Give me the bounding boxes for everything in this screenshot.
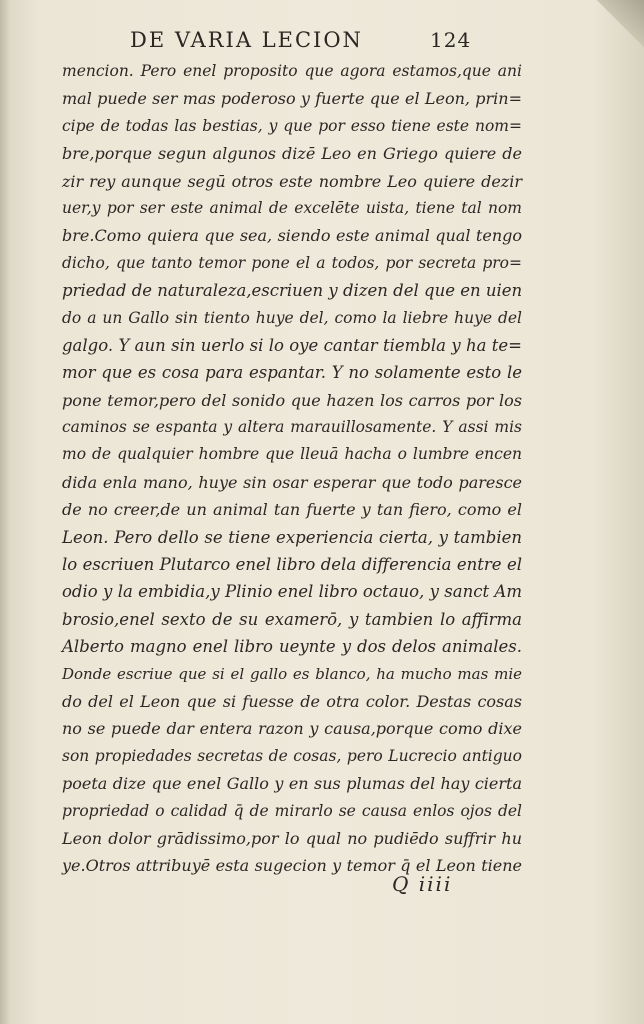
page-gutter-shadow [0, 0, 10, 1024]
text-line: Leon dolor grādissimo,por lo qual no pudiēdo suffrir hu [62, 828, 522, 848]
text-line: no se puede dar entera razon y causa,porque como dixe [62, 719, 522, 739]
text-line: galgo. Y aun sin uerlo si lo oye cantar tiembla y ha te= [62, 335, 522, 355]
text-line: son propiedades secretas de cosas, pero Lucrecio antiguo [62, 746, 522, 765]
text-line: do del el Leon que si fuesse de otra color. Destas cosas [62, 691, 522, 711]
text-line: de no creer,de un animal tan fuerte y tan fiero, como el [62, 500, 522, 520]
text-line: bre.Como quiera que sea, siendo este animal qual tengo [62, 226, 522, 246]
text-line: bre,porque segun algunos dizē Leo en Griego quiere de [62, 144, 522, 164]
running-head [130, 28, 530, 58]
text-line: dicho, que tanto temor pone el a todos, por secreta pro= [62, 253, 522, 272]
text-line: propriedad o calidad q̄ de mirarlo se causa enlos ojos del [62, 801, 522, 820]
page-corner-fold [592, 0, 644, 52]
text-line: dida enla mano, huye sin osar esperar que todo paresce [62, 472, 522, 492]
text-line: do a un Gallo sin tiento huye del, como la liebre huye del [62, 308, 522, 327]
text-line: poeta dize que enel Gallo y en sus plumas del hay cierta [62, 774, 522, 794]
text-line: priedad de naturaleza,escriuen y dizen del que en uien [62, 281, 523, 301]
folio-number: 124 [430, 28, 472, 52]
text-line: brosio,enel sexto de su examerō, y tambien lo affirma [62, 609, 522, 629]
text-line: lo escriuen Plutarco enel libro dela differencia entre el [62, 555, 522, 575]
text-line: odio y la embidia,y Plinio enel libro octauo, y sanct Am [62, 582, 522, 602]
text-line: cipe de todas las bestias, y que por esso tiene este nom= [62, 116, 522, 135]
text-line: zir rey aunque segū otros este nombre Leo quiere dezir [62, 171, 522, 191]
text-line: ye.Otros attribuyē esta sugecion y temor q̄ el Leon tiene [62, 856, 522, 876]
text-line: caminos se espanta y altera marauillosamente. Y assi mis [62, 418, 522, 437]
body-text [62, 58, 522, 880]
text-line: mor que es cosa para espantar. Y no solamente esto le [62, 363, 522, 383]
signature-mark: Q iiii [392, 872, 453, 896]
text-line: mo de qualquier hombre que lleuā hacha o lumbre encen [62, 445, 522, 464]
text-line: mencion. Pero enel proposito que agora estamos,que ani [62, 62, 522, 80]
running-title: DE VARIA LECION [130, 28, 363, 52]
text-line: mal puede ser mas poderoso y fuerte que el Leon, prin= [62, 89, 522, 109]
text-line: Leon. Pero dello se tiene experiencia cierta, y tambien [62, 527, 522, 547]
text-line: pone temor,pero del sonido que hazen los carros por los [62, 390, 522, 410]
text-line: uer,y por ser este animal de excelēte uista, tiene tal nom [62, 198, 522, 217]
text-line: Alberto magno enel libro ueynte y dos delos animales. [62, 637, 522, 657]
text-line: Donde escriue que si el gallo es blanco, ha mucho mas mie [62, 664, 522, 683]
